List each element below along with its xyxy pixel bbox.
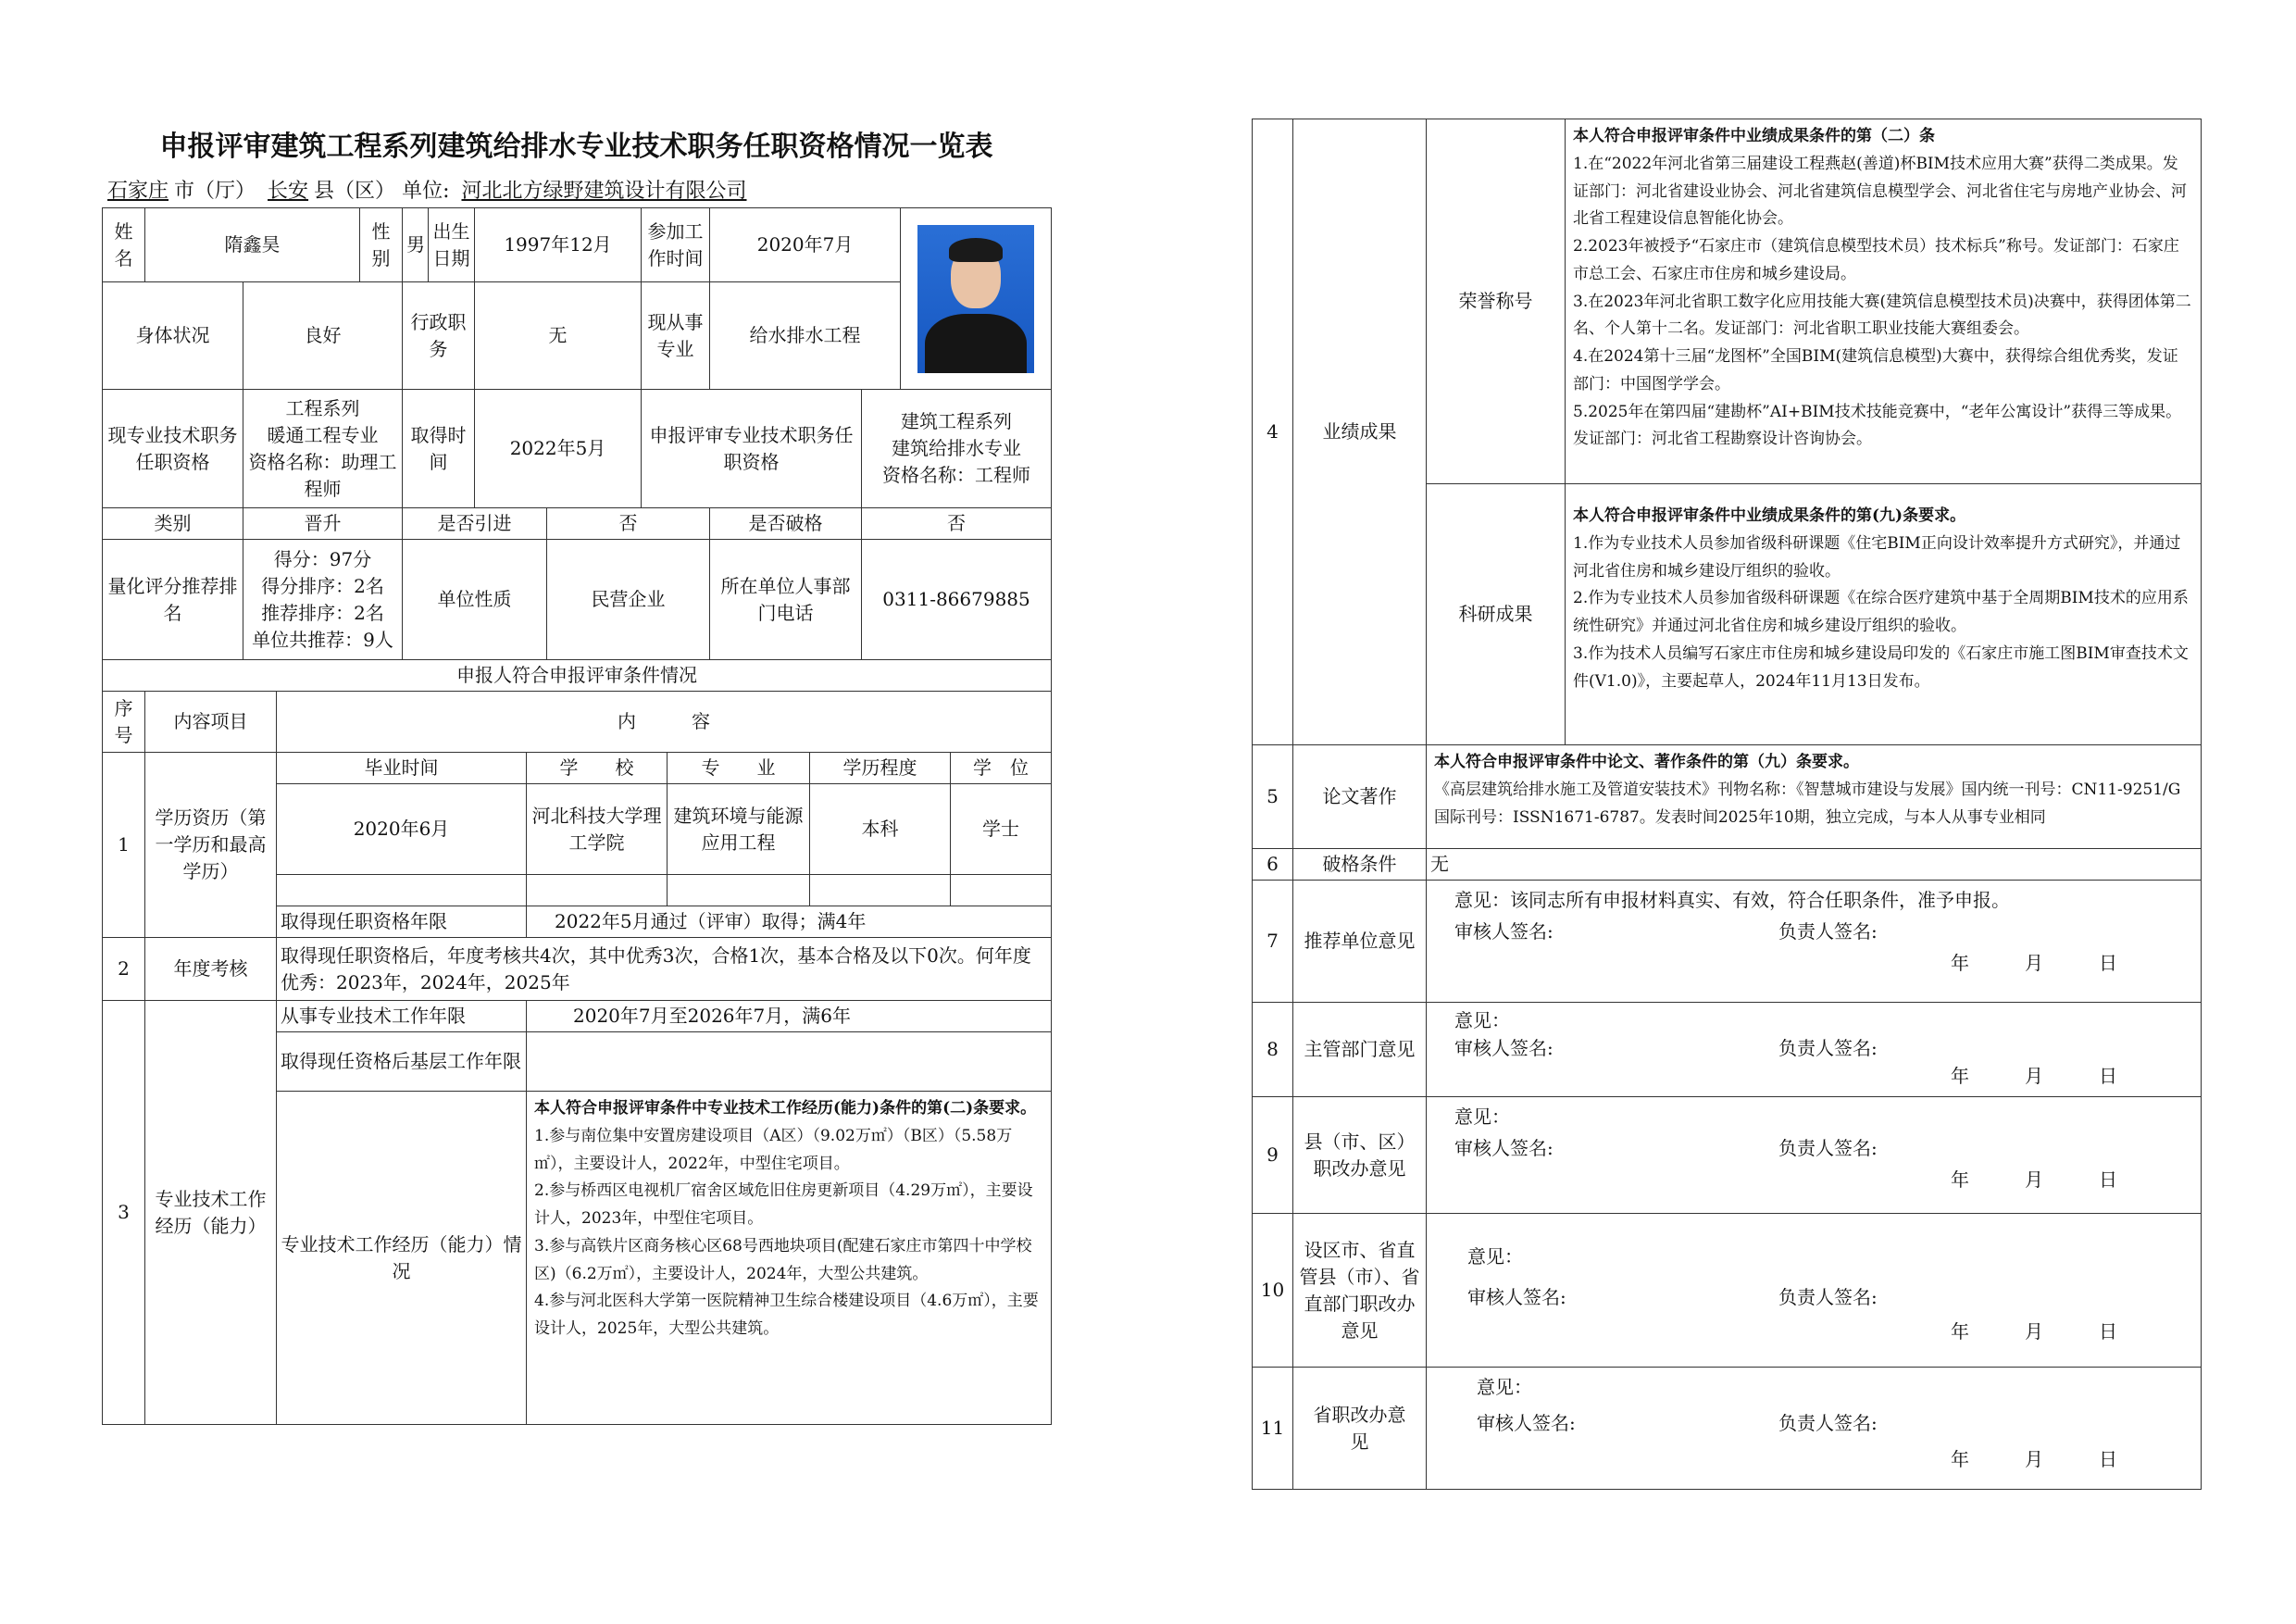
leader-signature-label: 负责人签名: <box>1778 1037 1878 1059</box>
paper-text: 《高层建筑给排水施工及管道安装技术》刊物名称：《智慧城市建设与发展》国内统一刊号：CN11-9251/G 国际刊号：ISSN1671-6787。发表时间2025年10期，独立完成，与本人从事专业相同 <box>1434 780 2181 827</box>
major-header: 专 业 <box>668 753 810 784</box>
reviewer-signature-label: 审核人签名: <box>1454 1137 1554 1159</box>
name-value: 隋鑫昊 <box>145 208 360 282</box>
opinion-label: 县（市、区）职改办意见 <box>1293 1097 1427 1214</box>
content-header: 内 容 <box>277 692 1052 753</box>
honor-label: 荣誉称号 <box>1427 119 1566 484</box>
annual-value: 取得现任职资格后，年度考核共4次，其中优秀3次，合格1次，基本合格及以下0次。何年度优秀：2023年，2024年，2025年 <box>277 938 1052 1001</box>
leader-signature-label: 负责人签名: <box>1778 1286 1878 1308</box>
research-label: 科研成果 <box>1427 484 1566 745</box>
photo-cell <box>901 208 1052 390</box>
achv-label: 业绩成果 <box>1293 119 1427 745</box>
hr-phone-value: 0311-86679885 <box>862 540 1052 660</box>
edu-seq: 1 <box>103 753 145 938</box>
page-title: 申报评审建筑工程系列建筑给排水专业技术职务任职资格情况一览表 <box>159 131 993 163</box>
opinion-seq: 8 <box>1253 1003 1293 1097</box>
leader-signature-label: 负责人签名: <box>1778 1412 1878 1434</box>
exp-detail-label: 专业技术工作经历（能力）情况 <box>277 1092 527 1425</box>
county-value: 长安 <box>268 180 309 203</box>
leader-signature-label: 负责人签名: <box>1778 1137 1878 1159</box>
reviewer-signature-label: 审核人签名: <box>1454 920 1554 943</box>
research-item: 2.作为专业技术人员参加省级科研课题《在综合医疗建筑中基于全周期BIM技术的应用系统性研究》并通过河北省住房和城乡建设厅组织的验收。 <box>1573 589 2189 635</box>
work-start-label: 参加工作时间 <box>642 208 710 282</box>
qual-label: 现专业技术职务任职资格 <box>103 390 243 508</box>
exp-detail-title: 本人符合申报评审条件中专业技术工作经历(能力)条件的第(二)条要求。 <box>534 1099 1037 1118</box>
opinion-text: 意见：该同志所有申报材料真实、有效，符合任职条件，准予申报。 <box>1454 889 2010 911</box>
research-title: 本人符合申报评审条件中业绩成果条件的第(九)条要求。 <box>1573 506 1966 525</box>
major-value: 建筑环境与能源应用工程 <box>668 784 810 875</box>
research-item: 3.作为技术人员编写石家庄市住房和城乡建设局印发的《石家庄市施工图BIM审查技术文件(V1.0)》，主要起草人，2024年11月13日发布。 <box>1573 643 2189 691</box>
conditions-header: 申报人符合申报评审条件情况 <box>103 660 1052 692</box>
date-line: 年 月 日 <box>1951 1448 2117 1470</box>
edu-label: 学历资历（第一学历和最高学历） <box>145 753 277 938</box>
opinion-label: 主管部门意见 <box>1293 1003 1427 1097</box>
score-value: 得分：97分 得分排序：2名 推荐排序：2名 单位共推荐：9人 <box>243 540 403 660</box>
degree-header: 学 位 <box>951 753 1052 784</box>
conditions-table <box>102 659 1052 1425</box>
opinion-text: 意见： <box>1467 1245 1523 1268</box>
exception-label: 破格条件 <box>1293 849 1427 881</box>
exceptional-label: 是否破格 <box>710 508 862 540</box>
gender-label: 性别 <box>360 208 403 282</box>
obtain-value: 2022年5月 <box>475 390 642 508</box>
exp-item: 4.参与河北医科大学第一医院精神卫生综合楼建设项目（4.6万㎡），主要设计人，2025年，大型公共建筑。 <box>534 1292 1039 1338</box>
exp-years-label: 从事专业技术工作年限 <box>277 1001 527 1032</box>
obtain-label: 取得时间 <box>403 390 475 508</box>
unit-nature-value: 民营企业 <box>547 540 710 660</box>
item-header: 内容项目 <box>145 692 277 753</box>
exceptional-value: 否 <box>862 508 1052 540</box>
gender-value: 男 <box>403 208 429 282</box>
grassroots-value <box>527 1032 1052 1092</box>
honor-item: 2.2023年被授予“石家庄市（建筑信息模型技术员）技术标兵”称号。发证部门：石家庄市总工会、石家庄市住房和城乡建设局。 <box>1573 237 2179 283</box>
score-label: 量化评分推荐排名 <box>103 540 243 660</box>
hr-phone-label: 所在单位人事部门电话 <box>710 540 862 660</box>
apply-label: 申报评审专业技术职务任职资格 <box>642 390 862 508</box>
reviewer-signature-label: 审核人签名: <box>1477 1412 1576 1434</box>
current-major-value: 给水排水工程 <box>710 282 901 390</box>
admin-label: 行政职务 <box>403 282 475 390</box>
unit-label: 单位: <box>402 180 450 203</box>
annual-seq: 2 <box>103 938 145 1001</box>
date-line: 年 月 日 <box>1951 1320 2117 1343</box>
opinion-label: 省职改办意 见 <box>1293 1368 1427 1490</box>
work-start-value: 2020年7月 <box>710 208 901 282</box>
right-table <box>1252 119 2202 1490</box>
apply-value: 建筑工程系列 建筑给排水专业 资格名称：工程师 <box>862 390 1052 508</box>
health-label: 身体状况 <box>103 282 243 390</box>
city-value: 石家庄 <box>107 180 169 203</box>
exception-seq: 6 <box>1253 849 1293 881</box>
opinion-seq: 11 <box>1253 1368 1293 1490</box>
health-value: 良好 <box>243 282 403 390</box>
reviewer-signature-label: 审核人签名: <box>1454 1037 1554 1059</box>
date-line: 年 月 日 <box>1951 952 2117 974</box>
exp-detail-content <box>527 1092 1052 1425</box>
opinion-label: 设区市、省直管县（市）、省直部门职改办意见 <box>1293 1214 1427 1368</box>
research-content <box>1566 484 2202 745</box>
introduced-value: 否 <box>547 508 710 540</box>
date-line: 年 月 日 <box>1951 1065 2117 1087</box>
opinion-seq: 10 <box>1253 1214 1293 1368</box>
introduced-label: 是否引进 <box>403 508 547 540</box>
grad-time-value: 2020年6月 <box>277 784 527 875</box>
honor-item: 3.在2023年河北省职工数字化应用技能大赛(建筑信息模型技术员)决赛中，获得团体第二名、个人第十二名。发证部门：河北省职工职业技能大赛组委会。 <box>1573 292 2191 339</box>
opinion-cell <box>1427 881 2202 1003</box>
name-label: 姓名 <box>103 208 145 282</box>
degree-value: 学士 <box>951 784 1052 875</box>
location-line <box>102 176 1051 207</box>
county-suffix: 县（区） <box>314 180 396 203</box>
right-page <box>1252 119 2201 1490</box>
qual-value: 工程系列 暖通工程专业 资格名称：助理工程师 <box>243 390 403 508</box>
honor-item: 5.2025年在第四届“建勘杯”AI+BIM技术技能竞赛中，“老年公寓设计”获得三等成果。发证部门：河北省工程勘察设计咨询协会。 <box>1573 402 2182 449</box>
opinion-cell <box>1427 1368 2202 1490</box>
reviewer-signature-label: 审核人签名: <box>1467 1286 1566 1308</box>
exp-label: 专业技术工作经历（能力） <box>145 1001 277 1425</box>
exp-seq: 3 <box>103 1001 145 1425</box>
grad-time-header: 毕业时间 <box>277 753 527 784</box>
exp-item: 3.参与高铁片区商务核心区68号西地块项目(配建石家庄市第四十中学校区)（6.2万㎡），主要设计人，2024年，大型公共建筑。 <box>534 1236 1032 1283</box>
basic-info-table <box>102 207 1052 660</box>
opinion-text: 意见： <box>1477 1376 1532 1398</box>
leader-signature-label: 负责人签名: <box>1778 920 1878 943</box>
qual-years-label: 取得现任职资格年限 <box>277 906 527 938</box>
degree-level-value: 本科 <box>810 784 951 875</box>
current-major-label: 现从事专业 <box>642 282 710 390</box>
opinion-seq: 9 <box>1253 1097 1293 1214</box>
birth-value: 1997年12月 <box>475 208 642 282</box>
opinion-cell <box>1427 1003 2202 1097</box>
honor-title: 本人符合申报评审条件中业绩成果条件的第（二）条 <box>1573 127 1935 145</box>
annual-label: 年度考核 <box>145 938 277 1001</box>
research-item: 1.作为专业技术人员参加省级科研课题《住宅BIM正向设计效率提升方式研究》，并通过河北省住房和城乡建设厅组织的验收。 <box>1573 533 2181 581</box>
qual-years-value: 2022年5月通过（评审）取得；满4年 <box>527 906 1052 938</box>
opinion-label: 推荐单位意见 <box>1293 881 1427 1003</box>
paper-content <box>1427 745 2202 849</box>
city-suffix: 市（厅） <box>174 180 256 203</box>
exp-years-value: 2020年7月至2026年7月，满6年 <box>527 1001 1052 1032</box>
grassroots-label: 取得现任资格后基层工作年限 <box>277 1032 527 1092</box>
exception-value: 无 <box>1427 849 2202 881</box>
unit-value: 河北北方绿野建筑设计有限公司 <box>461 180 747 203</box>
degree-level-header: 学历程度 <box>810 753 951 784</box>
honor-item: 4.在2024第十三届“龙图杯”全国BIM(建筑信息模型)大赛中，获得综合组优秀奖，发证部门：中国图学学会。 <box>1573 347 2178 394</box>
paper-title: 本人符合申报评审条件中论文、著作条件的第（九）条要求。 <box>1434 753 1859 771</box>
category-label: 类别 <box>103 508 243 540</box>
exp-item: 1.参与南位集中安置房建设项目（A区）（9.02万㎡）（B区）（5.58万㎡），主要设计人，2022年，中型住宅项目。 <box>534 1126 1013 1173</box>
opinion-text: 意见： <box>1454 1009 1510 1031</box>
seq-header: 序号 <box>103 692 145 753</box>
achv-seq: 4 <box>1253 119 1293 745</box>
exp-item: 2.参与桥西区电视机厂宿舍区域危旧住房更新项目（4.29万㎡），主要设计人，2023年，中型住宅项目。 <box>534 1181 1033 1228</box>
school-value: 河北科技大学理工学院 <box>527 784 668 875</box>
opinion-cell <box>1427 1097 2202 1214</box>
birth-label: 出生日期 <box>429 208 475 282</box>
paper-label: 论文著作 <box>1293 745 1427 849</box>
admin-value: 无 <box>475 282 642 390</box>
left-page <box>102 128 1051 1425</box>
opinion-cell <box>1427 1214 2202 1368</box>
date-line: 年 月 日 <box>1951 1168 2117 1191</box>
honor-content <box>1566 119 2202 484</box>
opinion-seq: 7 <box>1253 881 1293 1003</box>
portrait-photo <box>917 225 1034 373</box>
school-header: 学 校 <box>527 753 668 784</box>
paper-seq: 5 <box>1253 745 1293 849</box>
unit-nature-label: 单位性质 <box>403 540 547 660</box>
honor-item: 1.在“2022年河北省第三届建设工程燕赵(善道)杯BIM技术应用大赛”获得二类成果。发证部门：河北省建设业协会、河北省建筑信息模型学会、河北省住宅与房地产业协会、河北省工程建设信息智能化协会。 <box>1573 154 2187 229</box>
opinion-text: 意见： <box>1454 1106 1510 1128</box>
category-value: 晋升 <box>243 508 403 540</box>
